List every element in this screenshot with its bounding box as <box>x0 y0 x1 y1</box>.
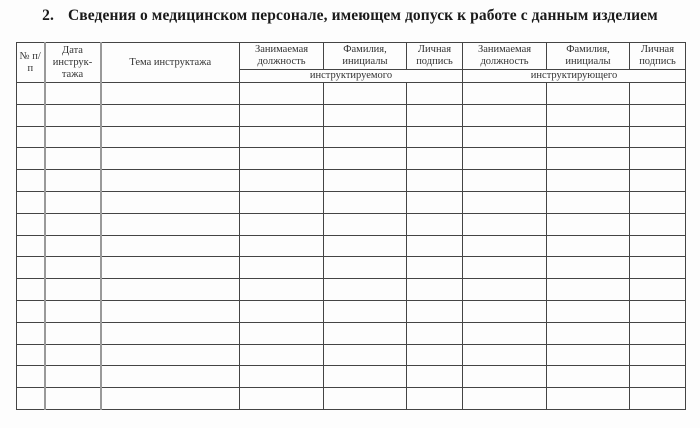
cell-trainer-name[interactable] <box>547 322 630 344</box>
header-trainer-signature: Личная подпись <box>630 43 686 70</box>
cell-trainee-signature[interactable] <box>407 344 463 366</box>
cell-trainee-signature[interactable] <box>407 235 463 257</box>
cell-topic[interactable] <box>101 257 240 279</box>
cell-trainer-name[interactable] <box>547 170 630 192</box>
header-trainee-name: Фамилия, инициалы <box>324 43 407 70</box>
cell-topic[interactable] <box>101 191 240 213</box>
staff-training-table <box>16 42 686 410</box>
cell-trainer-signature[interactable] <box>630 148 686 170</box>
cell-date[interactable] <box>45 366 101 388</box>
cell-date[interactable] <box>45 344 101 366</box>
cell-trainer-signature[interactable] <box>630 213 686 235</box>
cell-num[interactable] <box>17 170 45 192</box>
cell-trainee-signature[interactable] <box>407 126 463 148</box>
cell-trainee-signature[interactable] <box>407 104 463 126</box>
header-trainee-position: Занимаемая должность <box>240 43 324 70</box>
cell-trainee-signature[interactable] <box>407 191 463 213</box>
cell-trainer-signature[interactable] <box>630 388 686 410</box>
cell-date[interactable] <box>45 104 101 126</box>
group-label-trainer: инструктирующего <box>463 70 686 83</box>
cell-trainee-name[interactable] <box>324 279 407 301</box>
cell-topic[interactable] <box>101 279 240 301</box>
cell-trainer-position[interactable] <box>463 322 547 344</box>
cell-trainer-position[interactable] <box>463 148 547 170</box>
cell-trainer-position[interactable] <box>463 388 547 410</box>
cell-trainer-name[interactable] <box>547 300 630 322</box>
cell-trainer-signature[interactable] <box>630 104 686 126</box>
cell-trainee-signature[interactable] <box>407 257 463 279</box>
cell-trainee-signature[interactable] <box>407 148 463 170</box>
cell-trainer-name[interactable] <box>547 191 630 213</box>
cell-trainee-name[interactable] <box>324 366 407 388</box>
cell-trainer-signature[interactable] <box>630 191 686 213</box>
cell-num[interactable] <box>17 366 45 388</box>
cell-trainee-signature[interactable] <box>407 213 463 235</box>
cell-topic[interactable] <box>101 170 240 192</box>
cell-trainee-position[interactable] <box>240 344 324 366</box>
table-row <box>17 322 686 344</box>
cell-trainee-name[interactable] <box>324 257 407 279</box>
cell-trainer-signature[interactable] <box>630 83 686 105</box>
cell-trainee-position[interactable] <box>240 213 324 235</box>
cell-date[interactable] <box>45 388 101 410</box>
cell-num[interactable] <box>17 344 45 366</box>
cell-date[interactable] <box>45 257 101 279</box>
cell-num[interactable] <box>17 388 45 410</box>
cell-trainee-position[interactable] <box>240 148 324 170</box>
cell-num[interactable] <box>17 126 45 148</box>
table-row <box>17 170 686 192</box>
cell-trainer-signature[interactable] <box>630 279 686 301</box>
cell-trainer-position[interactable] <box>463 126 547 148</box>
table-row <box>17 300 686 322</box>
cell-trainer-name[interactable] <box>547 279 630 301</box>
cell-num[interactable] <box>17 83 45 105</box>
cell-date[interactable] <box>45 148 101 170</box>
cell-topic[interactable] <box>101 235 240 257</box>
cell-trainee-name[interactable] <box>324 83 407 105</box>
header-num: № п/п <box>17 43 45 83</box>
cell-trainee-signature[interactable] <box>407 83 463 105</box>
cell-topic[interactable] <box>101 126 240 148</box>
cell-trainee-position[interactable] <box>240 126 324 148</box>
cell-trainer-name[interactable] <box>547 344 630 366</box>
header-trainer-name: Фамилия, инициалы <box>547 43 630 70</box>
table-row <box>17 148 686 170</box>
cell-date[interactable] <box>45 191 101 213</box>
cell-num[interactable] <box>17 191 45 213</box>
cell-date[interactable] <box>45 83 101 105</box>
table-row <box>17 104 686 126</box>
table-row <box>17 388 686 410</box>
cell-topic[interactable] <box>101 213 240 235</box>
cell-trainer-name[interactable] <box>547 126 630 148</box>
cell-date[interactable] <box>45 235 101 257</box>
cell-trainer-name[interactable] <box>547 83 630 105</box>
table-row <box>17 213 686 235</box>
cell-trainee-name[interactable] <box>324 170 407 192</box>
cell-trainee-position[interactable] <box>240 388 324 410</box>
header-trainee-signature: Личная подпись <box>407 43 463 70</box>
cell-num[interactable] <box>17 300 45 322</box>
cell-topic[interactable] <box>101 388 240 410</box>
cell-trainer-name[interactable] <box>547 257 630 279</box>
table-row <box>17 344 686 366</box>
cell-topic[interactable] <box>101 300 240 322</box>
cell-trainee-signature[interactable] <box>407 322 463 344</box>
table-row <box>17 235 686 257</box>
table-row <box>17 191 686 213</box>
cell-trainee-name[interactable] <box>324 344 407 366</box>
cell-trainer-signature[interactable] <box>630 257 686 279</box>
cell-trainer-name[interactable] <box>547 213 630 235</box>
section-number: 2. <box>42 7 54 24</box>
cell-num[interactable] <box>17 148 45 170</box>
cell-num[interactable] <box>17 279 45 301</box>
cell-trainer-position[interactable] <box>463 213 547 235</box>
cell-date[interactable] <box>45 213 101 235</box>
header-trainer-position: Занимаемая должность <box>463 43 547 70</box>
cell-trainer-position[interactable] <box>463 366 547 388</box>
cell-topic[interactable] <box>101 366 240 388</box>
cell-trainee-name[interactable] <box>324 388 407 410</box>
cell-trainer-name[interactable] <box>547 235 630 257</box>
cell-trainer-signature[interactable] <box>630 235 686 257</box>
cell-trainer-name[interactable] <box>547 388 630 410</box>
cell-trainer-signature[interactable] <box>630 322 686 344</box>
cell-num[interactable] <box>17 104 45 126</box>
cell-trainee-position[interactable] <box>240 235 324 257</box>
cell-trainer-position[interactable] <box>463 300 547 322</box>
table-row <box>17 366 686 388</box>
cell-trainer-signature[interactable] <box>630 344 686 366</box>
cell-num[interactable] <box>17 322 45 344</box>
cell-topic[interactable] <box>101 148 240 170</box>
cell-trainee-position[interactable] <box>240 279 324 301</box>
header-topic: Тема инструктажа <box>101 43 240 83</box>
cell-trainee-signature[interactable] <box>407 366 463 388</box>
table-body <box>17 83 686 410</box>
cell-trainee-name[interactable] <box>324 300 407 322</box>
cell-date[interactable] <box>45 126 101 148</box>
cell-trainee-position[interactable] <box>240 170 324 192</box>
cell-trainee-name[interactable] <box>324 191 407 213</box>
cell-trainee-name[interactable] <box>324 213 407 235</box>
section-heading <box>0 7 700 25</box>
cell-topic[interactable] <box>101 344 240 366</box>
cell-trainer-name[interactable] <box>547 148 630 170</box>
table-row <box>17 279 686 301</box>
cell-trainee-signature[interactable] <box>407 388 463 410</box>
cell-trainee-position[interactable] <box>240 300 324 322</box>
header-date: Дата инструк-тажа <box>45 43 101 83</box>
group-label-trainee: инструктируемого <box>240 70 463 83</box>
cell-date[interactable] <box>45 279 101 301</box>
cell-trainer-signature[interactable] <box>630 170 686 192</box>
cell-trainer-position[interactable] <box>463 235 547 257</box>
cell-trainer-position[interactable] <box>463 344 547 366</box>
section-title: Сведения о медицинском персонале, имеющем допуск к работе с данным изделием <box>67 7 658 24</box>
cell-trainee-name[interactable] <box>324 148 407 170</box>
table-row <box>17 126 686 148</box>
cell-trainer-position[interactable] <box>463 170 547 192</box>
cell-topic[interactable] <box>101 104 240 126</box>
cell-trainee-position[interactable] <box>240 191 324 213</box>
cell-topic[interactable] <box>101 83 240 105</box>
cell-trainee-signature[interactable] <box>407 279 463 301</box>
cell-num[interactable] <box>17 257 45 279</box>
cell-trainee-name[interactable] <box>324 235 407 257</box>
cell-date[interactable] <box>45 322 101 344</box>
cell-trainee-position[interactable] <box>240 104 324 126</box>
cell-topic[interactable] <box>101 322 240 344</box>
cell-trainer-signature[interactable] <box>630 366 686 388</box>
cell-trainer-position[interactable] <box>463 191 547 213</box>
cell-trainee-position[interactable] <box>240 257 324 279</box>
cell-trainee-signature[interactable] <box>407 300 463 322</box>
cell-trainer-position[interactable] <box>463 279 547 301</box>
cell-trainee-name[interactable] <box>324 126 407 148</box>
cell-trainer-signature[interactable] <box>630 300 686 322</box>
cell-date[interactable] <box>45 170 101 192</box>
cell-trainer-position[interactable] <box>463 83 547 105</box>
cell-num[interactable] <box>17 235 45 257</box>
cell-trainee-position[interactable] <box>240 366 324 388</box>
table-row <box>17 257 686 279</box>
cell-num[interactable] <box>17 213 45 235</box>
cell-trainer-position[interactable] <box>463 257 547 279</box>
table-row <box>17 83 686 105</box>
cell-trainee-position[interactable] <box>240 322 324 344</box>
cell-trainee-name[interactable] <box>324 104 407 126</box>
cell-date[interactable] <box>45 300 101 322</box>
cell-trainer-position[interactable] <box>463 104 547 126</box>
cell-trainer-signature[interactable] <box>630 126 686 148</box>
cell-trainee-signature[interactable] <box>407 170 463 192</box>
cell-trainee-position[interactable] <box>240 83 324 105</box>
cell-trainer-name[interactable] <box>547 366 630 388</box>
cell-trainee-name[interactable] <box>324 322 407 344</box>
cell-trainer-name[interactable] <box>547 104 630 126</box>
